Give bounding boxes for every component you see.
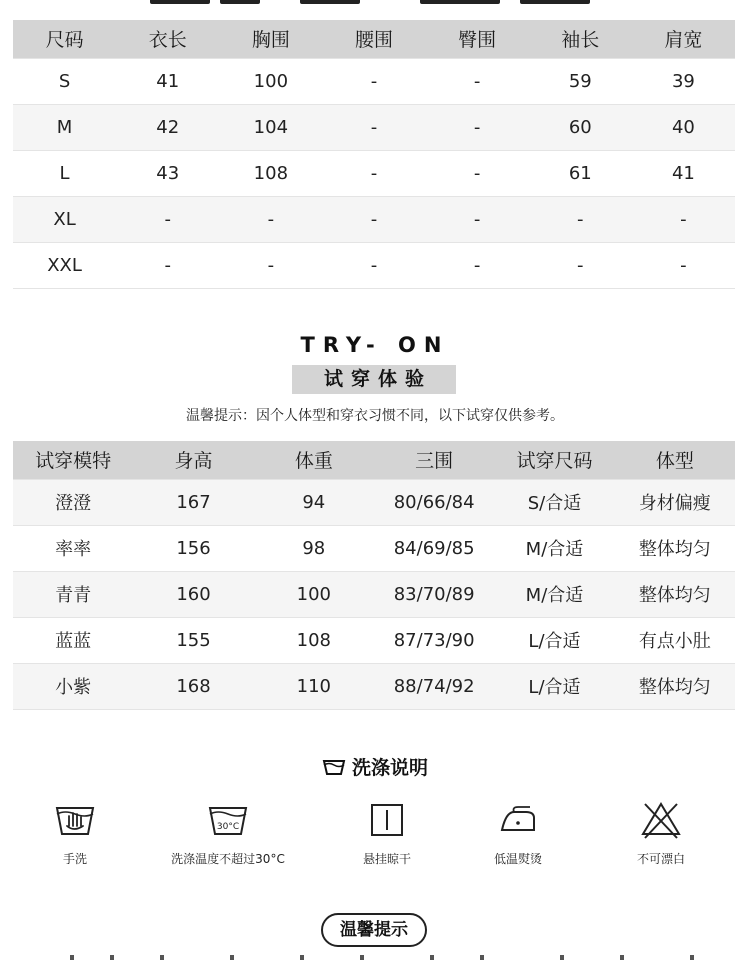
table-cell: S — [13, 58, 116, 104]
wash-30c-icon — [207, 802, 249, 838]
cropped-bottom-text — [0, 955, 750, 960]
care-item-hang-dry — [312, 798, 462, 867]
table-row — [13, 58, 735, 104]
table-cell: 160 — [133, 571, 253, 617]
table-cell: 43 — [116, 150, 219, 196]
table-cell: 整体均匀 — [615, 525, 735, 571]
table-cell: 87/73/90 — [374, 617, 494, 663]
table-row — [13, 663, 735, 709]
table-cell: - — [322, 196, 425, 242]
tryon-header-row — [13, 441, 735, 479]
size-chart-header-cell: 肩宽 — [632, 20, 735, 58]
table-cell: - — [116, 242, 219, 288]
table-cell: 156 — [133, 525, 253, 571]
tips-badge: 温馨提示 — [321, 913, 427, 947]
table-cell: 42 — [116, 104, 219, 150]
table-cell: 60 — [529, 104, 632, 150]
table-cell: - — [529, 196, 632, 242]
care-item-no-bleach — [586, 798, 736, 867]
size-chart-header-cell: 臀围 — [426, 20, 529, 58]
table-cell: 110 — [254, 663, 374, 709]
table-cell: 94 — [254, 479, 374, 525]
size-chart-table — [13, 20, 735, 289]
size-chart-header-row — [13, 20, 735, 58]
tryon-header-cell: 体重 — [254, 441, 374, 479]
table-cell: 39 — [632, 58, 735, 104]
tryon-header-cell: 体型 — [615, 441, 735, 479]
table-cell: 80/66/84 — [374, 479, 494, 525]
table-cell: 41 — [632, 150, 735, 196]
table-cell: - — [632, 242, 735, 288]
table-cell: 98 — [254, 525, 374, 571]
wash-temp-text: 30°C — [216, 822, 240, 832]
size-chart-header-cell: 尺码 — [13, 20, 116, 58]
table-cell: 167 — [133, 479, 253, 525]
table-cell: 104 — [219, 104, 322, 150]
table-cell: - — [322, 104, 425, 150]
table-cell: 108 — [254, 617, 374, 663]
table-row — [13, 479, 735, 525]
table-cell: - — [219, 196, 322, 242]
table-cell: - — [322, 58, 425, 104]
table-cell: 整体均匀 — [615, 571, 735, 617]
table-cell: - — [426, 196, 529, 242]
tryon-header-cell: 试穿尺码 — [494, 441, 614, 479]
table-cell: 澄澄 — [13, 479, 133, 525]
table-row — [13, 242, 735, 288]
table-cell: 100 — [254, 571, 374, 617]
table-cell: XXL — [13, 242, 116, 288]
table-cell: - — [116, 196, 219, 242]
table-cell: 155 — [133, 617, 253, 663]
care-item-label: 手洗 — [62, 852, 87, 866]
table-cell: - — [426, 150, 529, 196]
table-cell: 率率 — [13, 525, 133, 571]
table-row — [13, 571, 735, 617]
table-row — [13, 150, 735, 196]
table-cell: L/合适 — [494, 617, 614, 663]
table-cell: - — [426, 104, 529, 150]
washtub-icon — [322, 757, 346, 777]
table-cell: 59 — [529, 58, 632, 104]
table-cell: 整体均匀 — [615, 663, 735, 709]
table-cell: 83/70/89 — [374, 571, 494, 617]
hang-dry-icon — [369, 802, 405, 838]
size-chart-header-cell: 袖长 — [529, 20, 632, 58]
size-chart-header-cell: 腰围 — [322, 20, 425, 58]
care-item-label: 低温熨烫 — [493, 852, 542, 866]
table-cell: - — [219, 242, 322, 288]
table-cell: 小紫 — [13, 663, 133, 709]
tryon-header-cell: 三围 — [374, 441, 494, 479]
table-cell: 身材偏瘦 — [615, 479, 735, 525]
hand-wash-icon — [54, 802, 96, 838]
table-cell: M — [13, 104, 116, 150]
table-row — [13, 617, 735, 663]
tryon-note: 温馨提示：因个人体型和穿衣习惯不同，以下试穿仅供参考。 — [186, 408, 564, 424]
tryon-subtitle: 试穿体验 — [292, 365, 456, 394]
care-heading — [0, 753, 750, 780]
table-cell: 41 — [116, 58, 219, 104]
table-cell: 88/74/92 — [374, 663, 494, 709]
table-cell: XL — [13, 196, 116, 242]
table-cell: - — [322, 150, 425, 196]
table-cell: 168 — [133, 663, 253, 709]
table-cell: 108 — [219, 150, 322, 196]
table-cell: - — [426, 242, 529, 288]
care-heading-label: 洗涤说明 — [351, 757, 428, 779]
table-cell: 100 — [219, 58, 322, 104]
care-item-label: 洗涤温度不超过30°C — [171, 852, 285, 866]
table-cell: M/合适 — [494, 525, 614, 571]
care-item-hand-wash — [0, 798, 150, 867]
care-item-label: 不可漂白 — [636, 852, 685, 866]
table-cell: S/合适 — [494, 479, 614, 525]
table-cell: M/合适 — [494, 571, 614, 617]
table-row — [13, 104, 735, 150]
table-cell: - — [632, 196, 735, 242]
table-cell: 61 — [529, 150, 632, 196]
size-chart-header-cell: 胸围 — [219, 20, 322, 58]
table-cell: 有点小肚 — [615, 617, 735, 663]
table-cell: - — [322, 242, 425, 288]
table-cell: 青青 — [13, 571, 133, 617]
size-chart-header-cell: 衣长 — [116, 20, 219, 58]
tryon-table — [13, 441, 735, 710]
tryon-header-cell: 身高 — [133, 441, 253, 479]
table-row — [13, 196, 735, 242]
table-cell: L — [13, 150, 116, 196]
tryon-title: TRY- ON — [300, 333, 450, 357]
tryon-header-cell: 试穿模特 — [13, 441, 133, 479]
table-cell: 蓝蓝 — [13, 617, 133, 663]
table-cell: 84/69/85 — [374, 525, 494, 571]
care-item-low-iron — [443, 798, 593, 867]
low-iron-icon — [496, 802, 540, 838]
table-row — [13, 525, 735, 571]
no-bleach-icon — [639, 800, 683, 840]
care-item-label: 悬挂晾干 — [362, 852, 411, 866]
care-item-wash-temp — [153, 798, 303, 867]
cropped-top-text — [0, 0, 750, 8]
table-cell: L/合适 — [494, 663, 614, 709]
table-cell: 40 — [632, 104, 735, 150]
table-cell: - — [426, 58, 529, 104]
table-cell: - — [529, 242, 632, 288]
